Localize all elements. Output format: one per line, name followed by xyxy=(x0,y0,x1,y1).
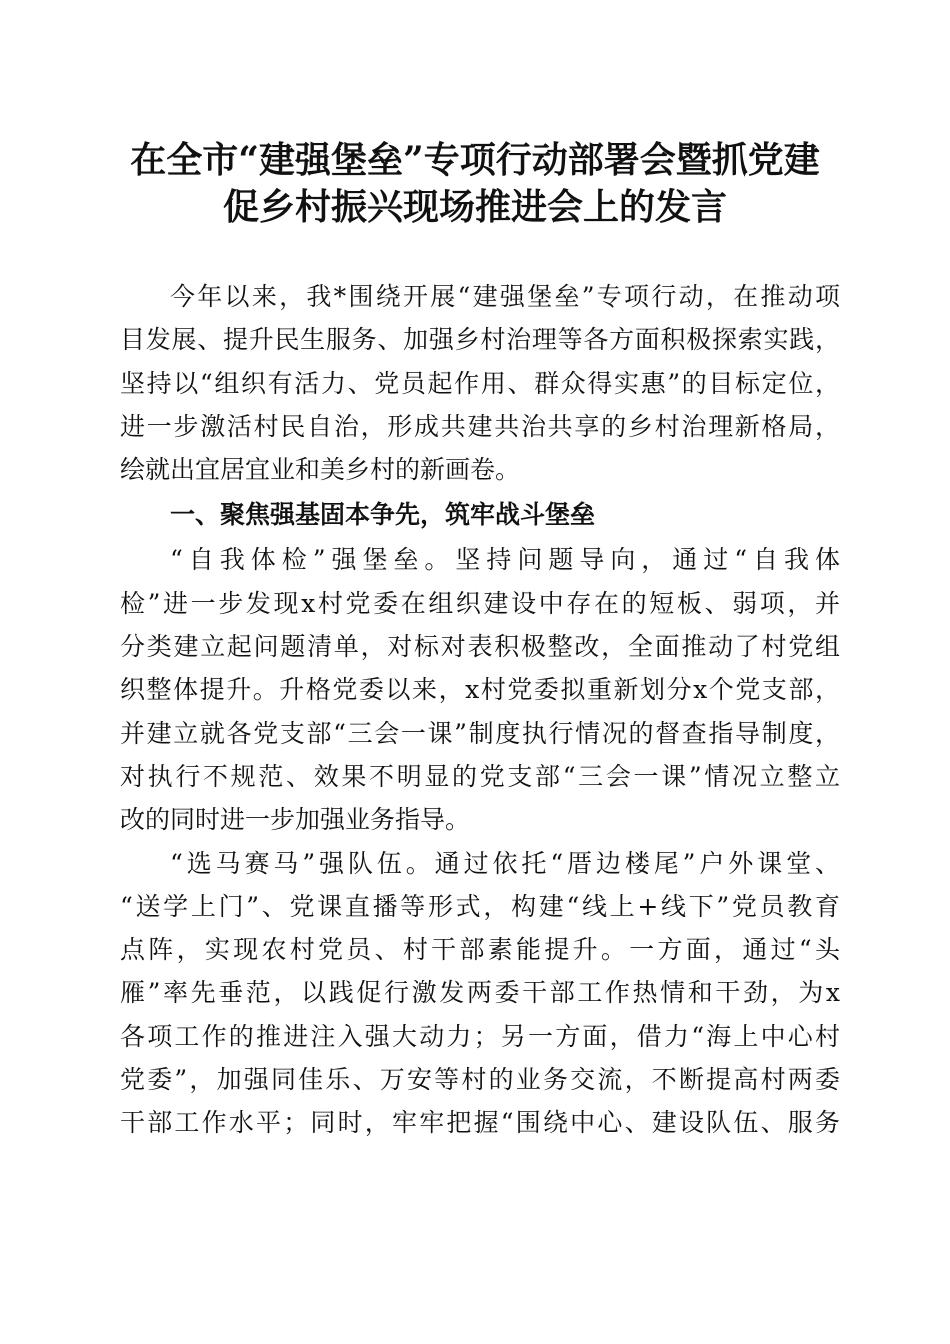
text-line: 绘就出宜居宜业和美乡村的新画卷。 xyxy=(120,455,521,485)
text-line: 干部工作水平；同时，牢牢把握“围绕中心、建设队伍、服务 xyxy=(120,1108,840,1138)
text-line: 目发展、提升民生服务、加强乡村治理等各方面积极探索实践， xyxy=(120,325,840,355)
text-line: 各项工作的推进注入强大动力；另一方面，借力“海上中心村 xyxy=(120,1021,840,1051)
text-line: “自我体检”强堡垒。坚持问题导向，通过“自我体 xyxy=(170,545,840,575)
document-title-line-2: 促乡村振兴现场推进会上的发言 xyxy=(222,186,727,228)
text-line: 并建立就各党支部“三会一课”制度执行情况的督查指导制度， xyxy=(120,718,840,748)
text-line: 检”进一步发现x村党委在组织建设中存在的短板、弱项，并 xyxy=(120,588,840,618)
text-line: 坚持以“组织有活力、党员起作用、群众得实惠”的目标定位， xyxy=(120,368,840,398)
text-line: 织整体提升。升格党委以来，x村党委拟重新划分x个党支部， xyxy=(120,675,840,705)
text-line: 雁”率先垂范，以践促行激发两委干部工作热情和干劲，为x xyxy=(120,978,840,1008)
text-line: 进一步激活村民自治，形成共建共治共享的乡村治理新格局， xyxy=(120,411,840,441)
text-line: 分类建立起问题清单，对标对表积极整改，全面推动了村党组 xyxy=(120,632,840,662)
document-body xyxy=(120,275,840,1145)
text-line: 对执行不规范、效果不明显的党支部“三会一课”情况立整立 xyxy=(120,761,840,791)
paragraph-self-check xyxy=(120,538,840,841)
text-line: “送学上门”、党课直播等形式，构建“线上+线下”党员教育 xyxy=(120,891,840,921)
text-line: 改的同时进一步加强业务指导。 xyxy=(120,805,471,835)
paragraph-team xyxy=(120,842,840,1145)
text-line: 党委”，加强同佳乐、万安等村的业务交流，不断提高村两委 xyxy=(120,1065,840,1095)
text-line: “选马赛马”强队伍。通过依托“厝边楼尾”户外课堂、 xyxy=(170,848,840,878)
document-title-line-1: 在全市“建强堡垒”专项行动部署会暨抓党建 xyxy=(130,139,820,181)
section-heading: 一、聚焦强基固本争先，筑牢战斗堡垒 xyxy=(170,500,596,530)
text-line: 点阵，实现农村党员、村干部素能提升。一方面，通过“头 xyxy=(120,935,840,965)
paragraph-intro xyxy=(120,275,840,491)
text-line: 今年以来，我*围绕开展“建强堡垒”专项行动，在推动项 xyxy=(170,282,840,311)
